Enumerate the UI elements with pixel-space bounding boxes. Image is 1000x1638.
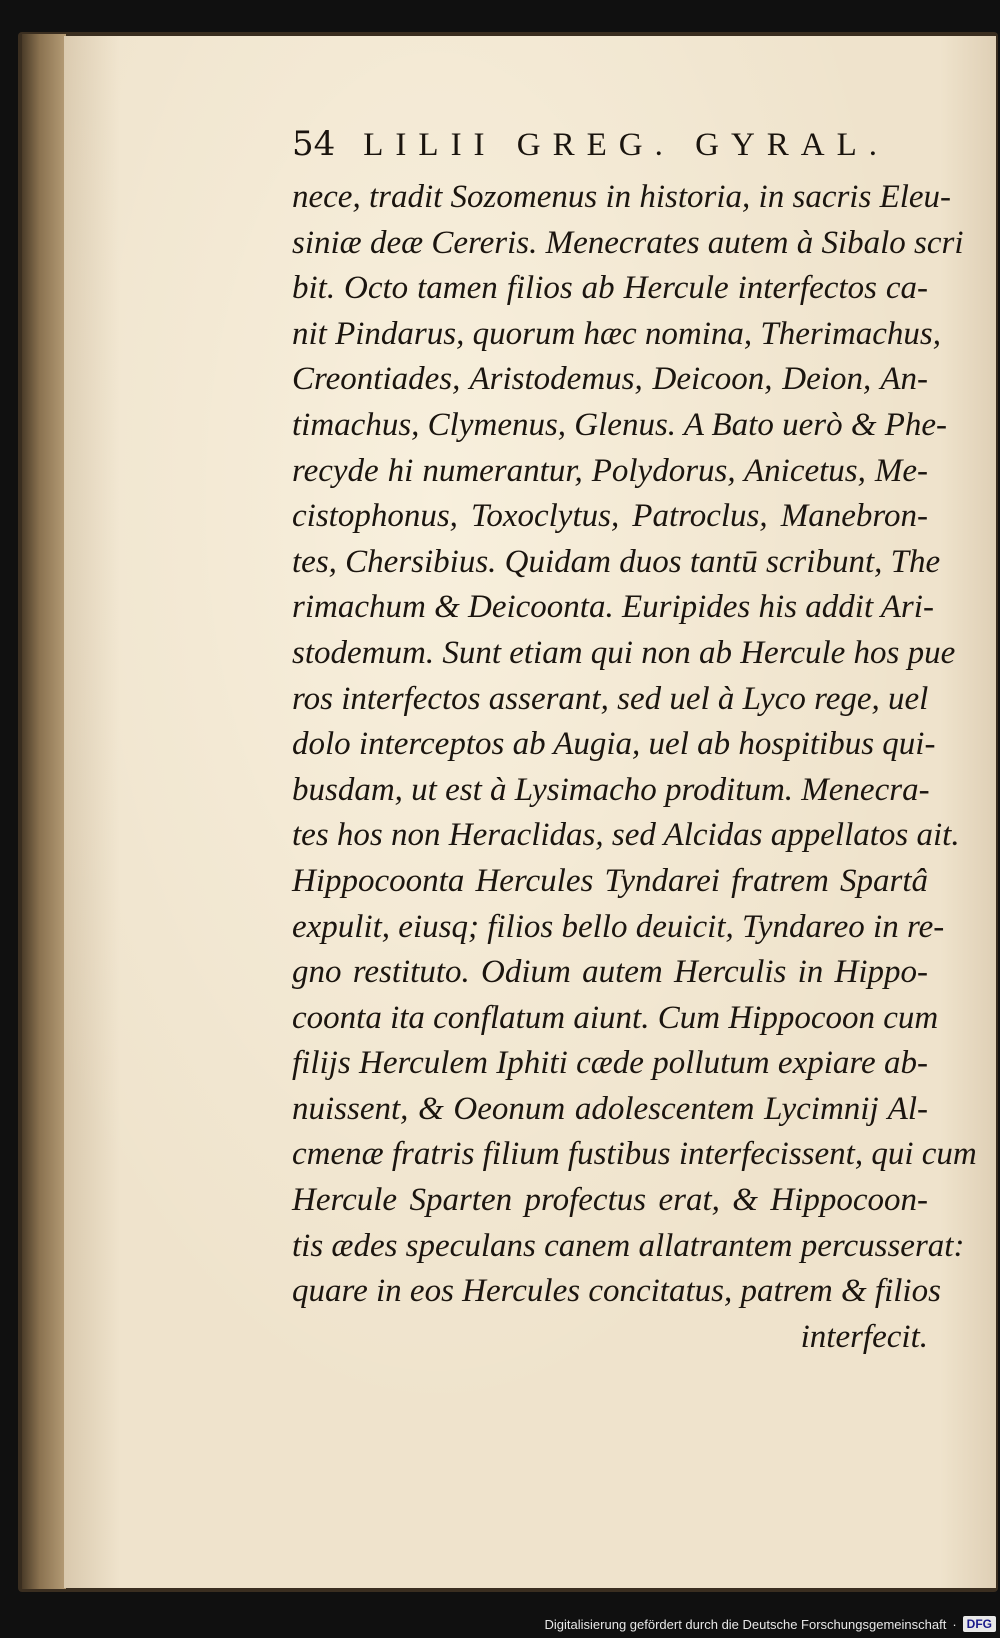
text-line: timachus, Clymenus, Glenus. A Bato uerò & Phe- [292,406,948,443]
running-head: LILII GREG. GYRAL. [363,127,890,163]
text-line: expulit, eiusq; filios bello deuicit, Tyndareo in re- [292,908,945,945]
text-line: tis ædes speculans canem allatrantem percusserat: [292,1227,965,1264]
text-line: filijs Herculem Iphiti cæde pollutum expiare ab- [292,1045,928,1082]
text-line: Hercule Sparten profectus erat, & Hippocoon- [292,1182,928,1219]
text-line: nit Pindarus, quorum hæc nomina, Therimachus, [292,315,942,352]
digitization-credit [545,1612,996,1636]
text-line: Creontiades, Aristodemus, Deicoon, Deion, An- [292,361,928,398]
text-line: gno restituto. Odium autem Herculis in Hippo- [292,954,928,991]
text-line: bit. Octo tamen filios ab Hercule interfectos ca- [292,270,928,307]
text-line: dolo interceptos ab Augia, uel ab hospitibus qui- [292,726,936,763]
text-line: quare in eos Hercules concitatus, patrem & filios [292,1273,941,1310]
text-line: cistophonus, Toxoclytus, Patroclus, Manebron- [292,498,928,535]
text-line: Hippocoonta Hercules Tyndarei fratrem Spartâ [292,862,928,899]
credit-text: Digitalisierung gefördert durch die Deutsche Forschungsgemeinschaft [544,1616,947,1632]
text-line: rimachum & Deicoonta. Euripides his addit Ari- [292,589,934,626]
text-line: siniæ deæ Cereris. Menecrates autem à Sibalo scri [292,224,964,261]
text-line: nece, tradit Sozomenus in historia, in sacris Eleu- [292,179,952,215]
text-line: tes, Chersibius. Quidam duos tantū scribunt, The [292,543,941,580]
body-text [292,175,977,1360]
text-line: interfecit. [800,1318,928,1355]
text-line: nuissent, & Oeonum adolescentem Lycimnij Al- [292,1090,928,1127]
text-line: ros interfectos asserant, sed uel à Lyco rege, uel [292,680,929,717]
text-line: tes hos non Heraclidas, sed Alcidas appellatos ait. [292,817,960,854]
text-line: stodemum. Sunt etiam qui non ab Hercule hos pue [292,634,956,671]
text-line: coonta ita conflatum aiunt. Cum Hippocoon cum [292,999,939,1036]
text-line: recyde hi numerantur, Polydorus, Anicetus, Me- [292,452,928,489]
dfg-logo: DFG [963,1616,996,1632]
text-line: busdam, ut est à Lysimacho proditum. Menecra- [292,771,930,808]
dash-separator: · [952,1616,957,1632]
page-gutter-edge [22,34,66,1589]
page-header [292,124,932,164]
page-number: 54 [292,124,336,164]
text-line: cmenæ fratris filium fustibus interfecissent, qui cum [292,1136,977,1173]
